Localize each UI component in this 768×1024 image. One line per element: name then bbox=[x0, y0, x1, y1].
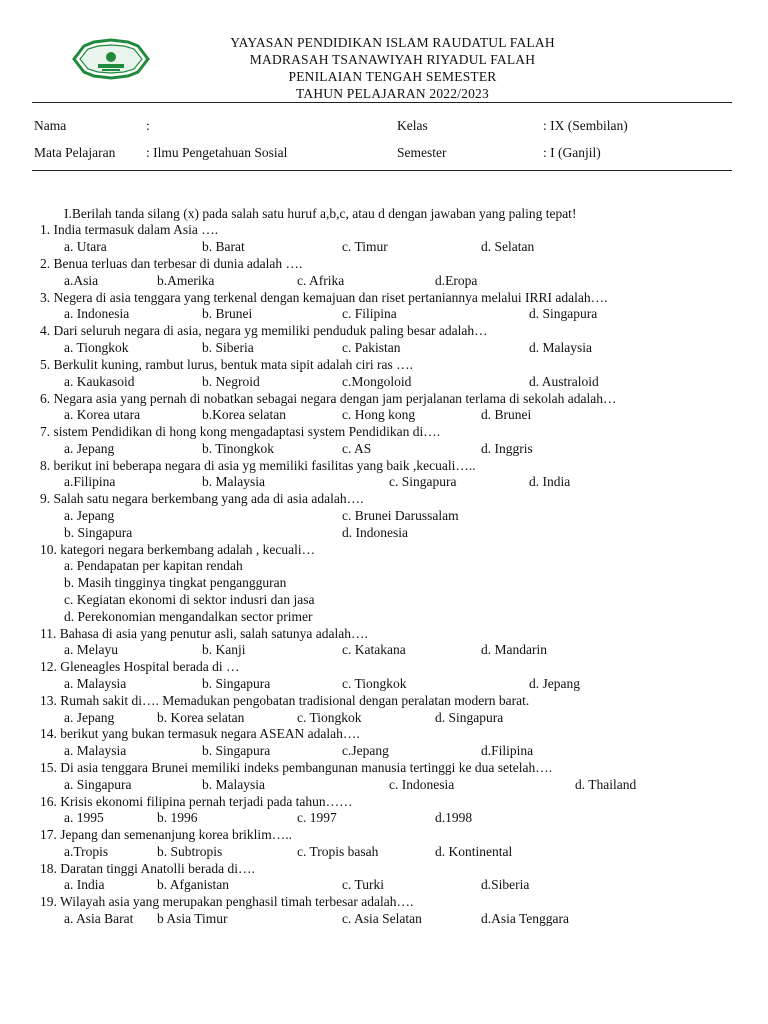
option[interactable]: c. Tiongkok bbox=[342, 676, 407, 691]
semester-value: : I (Ganjil) bbox=[543, 145, 601, 160]
option[interactable]: d. India bbox=[529, 474, 571, 489]
option[interactable]: b. Malaysia bbox=[202, 777, 265, 792]
option[interactable]: c. Singapura bbox=[389, 474, 457, 489]
question-13: 13. Rumah sakit di…. Memadukan pengobatan tradisional dengan peralatan modern barat. bbox=[40, 693, 530, 708]
option[interactable]: c. Turki bbox=[342, 877, 385, 892]
option[interactable]: d.Asia Tenggara bbox=[481, 911, 570, 926]
option[interactable]: d. Brunei bbox=[481, 407, 532, 422]
option[interactable]: d. Australoid bbox=[529, 374, 599, 389]
option[interactable]: a. Singapura bbox=[64, 777, 132, 792]
option[interactable]: c. Kegiatan ekonomi di sektor indusri dan jasa bbox=[64, 592, 315, 607]
question-12: 12. Gleneagles Hospital berada di … bbox=[40, 659, 240, 674]
option[interactable]: b. Afganistan bbox=[157, 877, 229, 892]
option[interactable]: d. Indonesia bbox=[342, 525, 408, 540]
option[interactable]: c. Katakana bbox=[342, 642, 406, 657]
option[interactable]: a.Filipina bbox=[64, 474, 116, 489]
question-2: 2. Benua terluas dan terbesar di dunia adalah …. bbox=[40, 256, 303, 271]
question-4: 4. Dari seluruh negara di asia, negara yg memiliki penduduk paling besar adalah… bbox=[40, 323, 488, 338]
option[interactable]: c. Pakistan bbox=[342, 340, 401, 355]
option[interactable]: d.Siberia bbox=[481, 877, 530, 892]
option[interactable]: a. 1995 bbox=[64, 810, 104, 825]
nama-label: Nama bbox=[34, 118, 67, 133]
school-logo bbox=[66, 36, 156, 82]
option[interactable]: a. Tiongkok bbox=[64, 340, 129, 355]
question-5: 5. Berkulit kuning, rambut lurus, bentuk mata sipit adalah ciri ras …. bbox=[40, 357, 414, 372]
option[interactable]: c.Jepang bbox=[342, 743, 389, 758]
question-1: 1. India termasuk dalam Asia …. bbox=[40, 222, 219, 237]
option[interactable]: d.Eropa bbox=[435, 273, 478, 288]
option[interactable]: a. Kaukasoid bbox=[64, 374, 135, 389]
option[interactable]: a. India bbox=[64, 877, 105, 892]
option[interactable]: c. Timur bbox=[342, 239, 388, 254]
question-11: 11. Bahasa di asia yang penutur asli, salah satunya adalah…. bbox=[40, 626, 368, 641]
option[interactable]: a. Jepang bbox=[64, 508, 115, 523]
option[interactable]: c. Hong kong bbox=[342, 407, 416, 422]
option[interactable]: b. Barat bbox=[202, 239, 245, 254]
option[interactable]: d. Inggris bbox=[481, 441, 533, 456]
instruction: I.Berilah tanda silang (x) pada salah satu huruf a,b,c, atau d dengan jawaban yang paling tepat! bbox=[64, 206, 577, 221]
option[interactable]: b. Singapura bbox=[202, 676, 271, 691]
option[interactable]: a.Asia bbox=[64, 273, 99, 288]
option[interactable]: a. Pendapatan per kapitan rendah bbox=[64, 558, 243, 573]
question-10: 10. kategori negara berkembang adalah , kecuali… bbox=[40, 542, 316, 557]
header-foundation: YAYASAN PENDIDIKAN ISLAM RAUDATUL FALAH bbox=[230, 35, 555, 50]
option[interactable]: d. Kontinental bbox=[435, 844, 513, 859]
option[interactable]: b. Korea selatan bbox=[157, 710, 245, 725]
option[interactable]: c. Asia Selatan bbox=[342, 911, 422, 926]
question-3: 3. Negera di asia tenggara yang terkenal dengan kemajuan dan riset pertaniannya melalui IRRI adalah…. bbox=[40, 290, 608, 305]
option[interactable]: c. 1997 bbox=[297, 810, 337, 825]
semester-label: Semester bbox=[397, 145, 447, 160]
option[interactable]: b. Malaysia bbox=[202, 474, 265, 489]
option[interactable]: a. Jepang bbox=[64, 441, 115, 456]
info-divider bbox=[32, 170, 732, 171]
mapel-label: Mata Pelajaran bbox=[34, 145, 116, 160]
option[interactable]: b.Amerika bbox=[157, 273, 215, 288]
question-15: 15. Di asia tenggara Brunei memiliki indeks pembangunan manusia tertinggi ke dua setelah…. bbox=[40, 760, 553, 775]
option[interactable]: d. Mandarin bbox=[481, 642, 547, 657]
header-divider bbox=[32, 102, 732, 103]
option[interactable]: a. Korea utara bbox=[64, 407, 141, 422]
option[interactable]: d. Jepang bbox=[529, 676, 580, 691]
option[interactable]: a. Indonesia bbox=[64, 306, 130, 321]
option[interactable]: a. Utara bbox=[64, 239, 107, 254]
question-17: 17. Jepang dan semenanjung korea briklim….. bbox=[40, 827, 292, 842]
option[interactable]: a. Malaysia bbox=[64, 676, 127, 691]
option[interactable]: b. Singapura bbox=[202, 743, 271, 758]
question-19: 19. Wilayah asia yang merupakan penghasil timah terbesar adalah…. bbox=[40, 894, 414, 909]
option[interactable]: a. Jepang bbox=[64, 710, 115, 725]
option[interactable]: c. Tropis basah bbox=[297, 844, 379, 859]
option[interactable]: b. Singapura bbox=[64, 525, 133, 540]
nama-field[interactable]: : bbox=[146, 118, 150, 133]
option[interactable]: d. Malaysia bbox=[529, 340, 592, 355]
question-14: 14. berikut yang bukan termasuk negara ASEAN adalah…. bbox=[40, 726, 360, 741]
option[interactable]: d.1998 bbox=[435, 810, 473, 825]
header-exam: PENILAIAN TENGAH SEMESTER bbox=[288, 69, 497, 84]
option[interactable]: d. Selatan bbox=[481, 239, 535, 254]
option[interactable]: c.Mongoloid bbox=[342, 374, 412, 389]
option[interactable]: b. Brunei bbox=[202, 306, 253, 321]
option[interactable]: b. Negroid bbox=[202, 374, 260, 389]
option[interactable]: b. Tinongkok bbox=[202, 441, 275, 456]
kelas-label: Kelas bbox=[397, 118, 428, 133]
option[interactable]: c. Tiongkok bbox=[297, 710, 362, 725]
option[interactable]: c. AS bbox=[342, 441, 372, 456]
option[interactable]: b.Korea selatan bbox=[202, 407, 286, 422]
option[interactable]: a. Asia Barat bbox=[64, 911, 134, 926]
question-18: 18. Daratan tinggi Anatolli berada di…. bbox=[40, 861, 255, 876]
option[interactable]: d. Singapura bbox=[435, 710, 504, 725]
option[interactable]: a.Tropis bbox=[64, 844, 109, 859]
header-school: MADRASAH TSANAWIYAH RIYADUL FALAH bbox=[249, 52, 536, 67]
option[interactable]: c. Indonesia bbox=[389, 777, 455, 792]
header-year: TAHUN PELAJARAN 2022/2023 bbox=[296, 86, 489, 101]
option[interactable]: d.Filipina bbox=[481, 743, 534, 758]
option[interactable]: b Asia Timur bbox=[157, 911, 228, 926]
question-16: 16. Krisis ekonomi filipina pernah terjadi pada tahun…… bbox=[40, 794, 353, 809]
option[interactable]: c. Brunei Darussalam bbox=[342, 508, 459, 523]
option[interactable]: d. Perekonomian mengandalkan sector primer bbox=[64, 609, 313, 624]
option[interactable]: b. Masih tingginya tingkat pengangguran bbox=[64, 575, 287, 590]
option[interactable]: d. Thailand bbox=[575, 777, 637, 792]
option[interactable]: d. Singapura bbox=[529, 306, 598, 321]
option[interactable]: c. Filipina bbox=[342, 306, 397, 321]
option[interactable]: b. Subtropis bbox=[157, 844, 223, 859]
option[interactable]: c. Afrika bbox=[297, 273, 345, 288]
option[interactable]: a. Melayu bbox=[64, 642, 118, 657]
mapel-value: : Ilmu Pengetahuan Sosial bbox=[146, 145, 288, 160]
question-8: 8. berikut ini beberapa negara di asia yg memiliki fasilitas yang baik ,kecuali….. bbox=[40, 458, 476, 473]
kelas-value: : IX (Sembilan) bbox=[543, 118, 628, 133]
option[interactable]: b. Siberia bbox=[202, 340, 254, 355]
question-7: 7. sistem Pendidikan di hong kong mengadaptasi system Pendidikan di…. bbox=[40, 424, 441, 439]
option[interactable]: b. 1996 bbox=[157, 810, 198, 825]
question-9: 9. Salah satu negara berkembang yang ada di asia adalah…. bbox=[40, 491, 364, 506]
option[interactable]: b. Kanji bbox=[202, 642, 246, 657]
question-6: 6. Negara asia yang pernah di nobatkan sebagai negara dengan jam perjalanan terlama di sekolah adalah… bbox=[40, 391, 617, 406]
option[interactable]: a. Malaysia bbox=[64, 743, 127, 758]
document-header bbox=[150, 34, 635, 102]
